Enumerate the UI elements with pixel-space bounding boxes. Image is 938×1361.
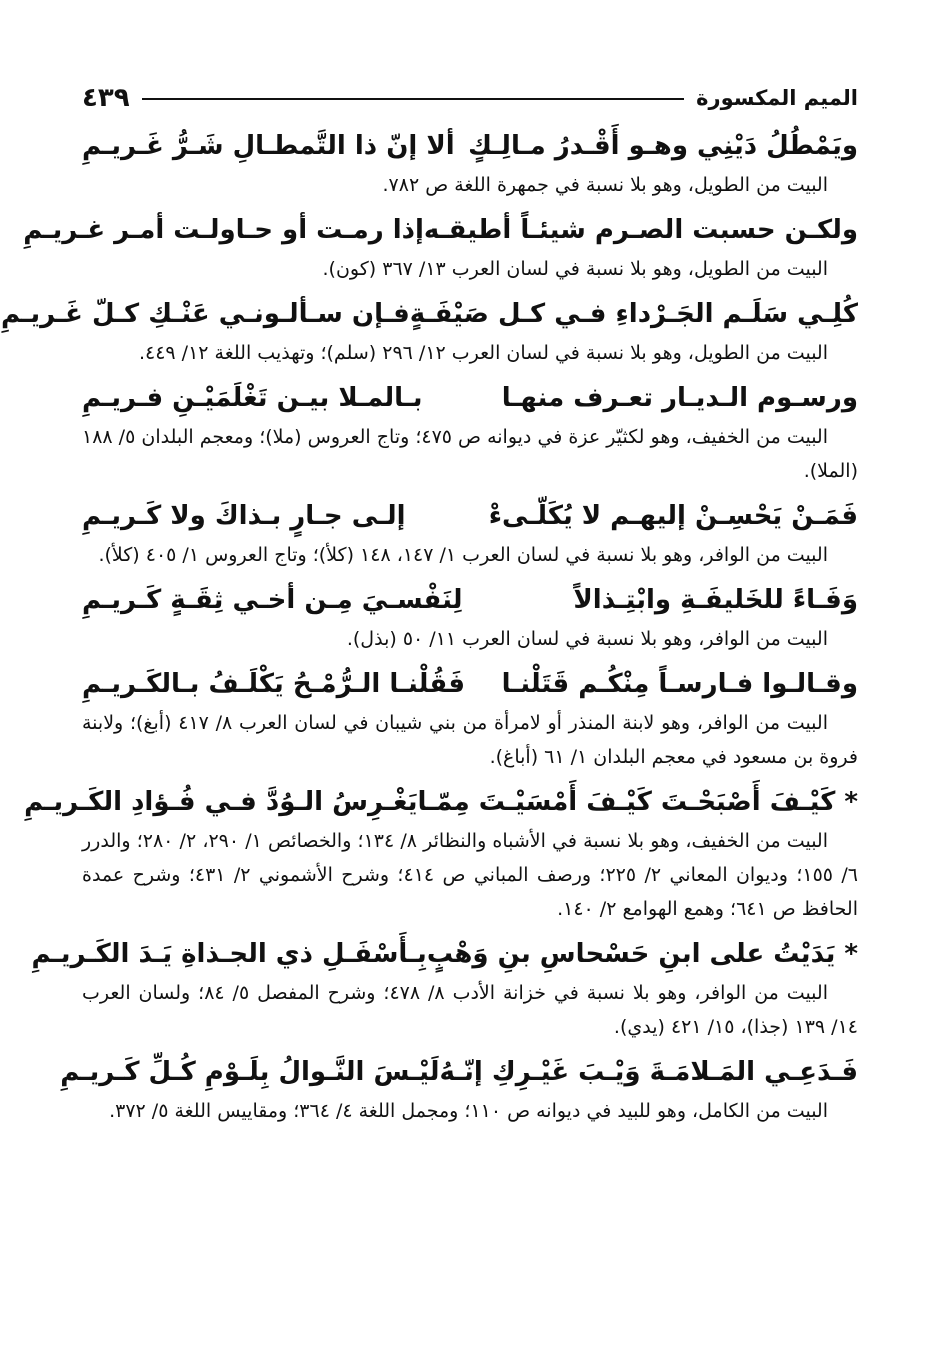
entry-8 [24, 784, 858, 926]
verse [82, 128, 858, 164]
verse [82, 498, 858, 534]
verse-second-hemistich: فَقُلْنـا الـرُّمْـحُ يَكْلَـفُ بـالكَـريـمِ [82, 669, 465, 699]
verse-second-hemistich: بِـأَسْفَـلِ ذي الجـذاةِ يَـدَ الكَـريـمِ [31, 939, 427, 969]
verse [1, 296, 858, 332]
verse-second-hemistich: يَغْـرِسُ الـوُدَّ فـي فُـؤادِ الكَـريـمِ [24, 787, 418, 817]
verse-second-hemistich: فـإن سـألـونـي عَنْـكِ كـلّ غَـريـمِ [1, 299, 410, 329]
verse-source-note: البيت من الطويل، وهو بلا نسبة في جمهرة اللغة ص ٧٨٢. [382, 174, 828, 196]
entry-5 [82, 498, 858, 572]
verse-first-hemistich: * كَيْـفَ أَصْبَحْـتَ كَيْـفَ أَمْسَيْـتَ مِمّـا [417, 787, 858, 817]
verse-first-hemistich: ولكـن حسبت الصـرم شيئـاً أطيقـه [423, 215, 858, 245]
verse-source-note: البيت من الكامل، وهو للبيد في ديوانه ص ١١٠؛ ومجمل اللغة ٤/ ٣٦٤؛ ومقاييس اللغة ٥/ ٣٧٢. [109, 1100, 828, 1122]
entry-7 [82, 666, 858, 774]
verse [31, 936, 858, 972]
verse-first-hemistich: فَمَـنْ يَحْسِـنْ إليهـم لا يُكَلّـىءْ [488, 501, 858, 531]
section-title: الميم المكسورة [696, 86, 858, 110]
entry-10 [60, 1054, 858, 1128]
verse-second-hemistich: بـالمـلا بيـن تَغْلَمَيْـنِ فـريـمِ [82, 383, 423, 413]
running-header [82, 78, 858, 118]
verse-source-note: البيت من الوافر، وهو لابنة المنذر أو لامرأة من بني شيبان في لسان العرب ٨/ ٤١٧ (أبغ)؛ ولابنة فروة بن مسعود في معجم البلدان ١/ ٦١ (أباغ). [82, 712, 858, 768]
verse-source-note: البيت من الوافر، وهو بلا نسبة في خزانة الأدب ٨/ ٤٧٨؛ وشرح المفصل ٥/ ٨٤؛ ولسان العرب ١٤/ ١٣٩ (جذا)، ١٥/ ٤٢١ (يدي). [82, 982, 858, 1038]
verse [82, 666, 858, 702]
verse [24, 784, 858, 820]
entry-9 [31, 936, 858, 1044]
verse-first-hemistich: ورسـوم الـديـار تعـرف منهـا [501, 383, 858, 413]
verse-first-hemistich: وقـالـوا فـارسـاً مِنْكُـم قَتَلْنـا [501, 669, 858, 699]
verse-first-hemistich: ويَمْطُلُ دَيْنِي وهـو أَقْـدرُ مـالِـكٍ [468, 131, 858, 161]
verse [23, 212, 858, 248]
verse [82, 380, 858, 416]
verse-second-hemistich: لِنَفْسـيَ مِـن أخـي ثِقَـةٍ كَـريـمِ [82, 585, 463, 615]
verse-source-note: البيت من الوافر، وهو بلا نسبة في لسان العرب ١١/ ٥٠ (بذل). [346, 628, 828, 650]
verse-source-note: البيت من الخفيف، وهو بلا نسبة في الأشباه والنظائر ٨/ ١٣٤؛ والخصائص ١/ ٢٩٠، ٢/ ٢٨٠؛ والدرر ٦/ ١٥٥؛ وديوان المعاني ٢/ ٢٢٥؛ ورصف المباني ص ٤١٤؛ وشرح الأشموني ٢/ ٤٣١؛ وشرح عمدة الحافظ ص ٦٤١؛ وهمع الهوامع ٢/ ١٤٠. [82, 830, 858, 920]
entry-4 [82, 380, 858, 488]
entry-3 [1, 296, 858, 370]
verse-source-note: البيت من الطويل، وهو بلا نسبة في لسان العرب ١٣/ ٣٦٧ (كون). [322, 258, 828, 280]
entry-6 [82, 582, 858, 656]
verse-second-hemistich: ألا إنّ ذا التَّمطـالِ شَـرُّ غَـريـمِ [82, 131, 455, 161]
verse-first-hemistich: * يَدَيْتُ على ابنِ حَسْحاسِ بنِ وَهْبٍ [426, 939, 858, 969]
verse-second-hemistich: إذا رمـت أو حـاولـت أمـر غـريـمِ [23, 215, 424, 245]
verse-second-hemistich: إلـى جـارٍ بـذاكَ ولا كَـريـمِ [82, 501, 406, 531]
entry-1 [82, 128, 858, 202]
verse [82, 582, 858, 618]
verse-first-hemistich: كُلِـي سَلَـم الجَـرْداءِ فـي كـل صَيْفَـةٍ [409, 299, 858, 329]
verse-second-hemistich: لَيْـسَ النَّـوالُ بِلَـوْمِ كُـلِّ كَـريـمِ [60, 1057, 440, 1087]
verse-first-hemistich: فَـدَعِـي المَـلامَـةَ وَيْـبَ غَيْـرِكِ إنّـهُ [439, 1057, 858, 1087]
page-number: ٤٣٩ [82, 83, 130, 113]
verse-source-note: البيت من الطويل، وهو بلا نسبة في لسان العرب ١٢/ ٢٩٦ (سلم)؛ وتهذيب اللغة ١٢/ ٤٤٩. [138, 342, 828, 364]
verse-source-note: البيت من الخفيف، وهو لكثيّر عزة في ديوانه ص ٤٧٥؛ وتاج العروس (ملا)؛ ومعجم البلدان ٥/ ١٨٨ (الملا). [82, 426, 858, 482]
verse-source-note: البيت من الوافر، وهو بلا نسبة في لسان العرب ١/ ١٤٧، ١٤٨ (كلأ)؛ وتاج العروس ١/ ٤٠٥ (كلأ). [98, 544, 828, 566]
entry-2 [23, 212, 858, 286]
header-rule [142, 98, 684, 100]
verse [60, 1054, 858, 1090]
verse-first-hemistich: وَفَـاءً للخَليفَـةِ وابْتِـذالاً [573, 585, 858, 615]
poetry-entries [1, 124, 858, 1138]
